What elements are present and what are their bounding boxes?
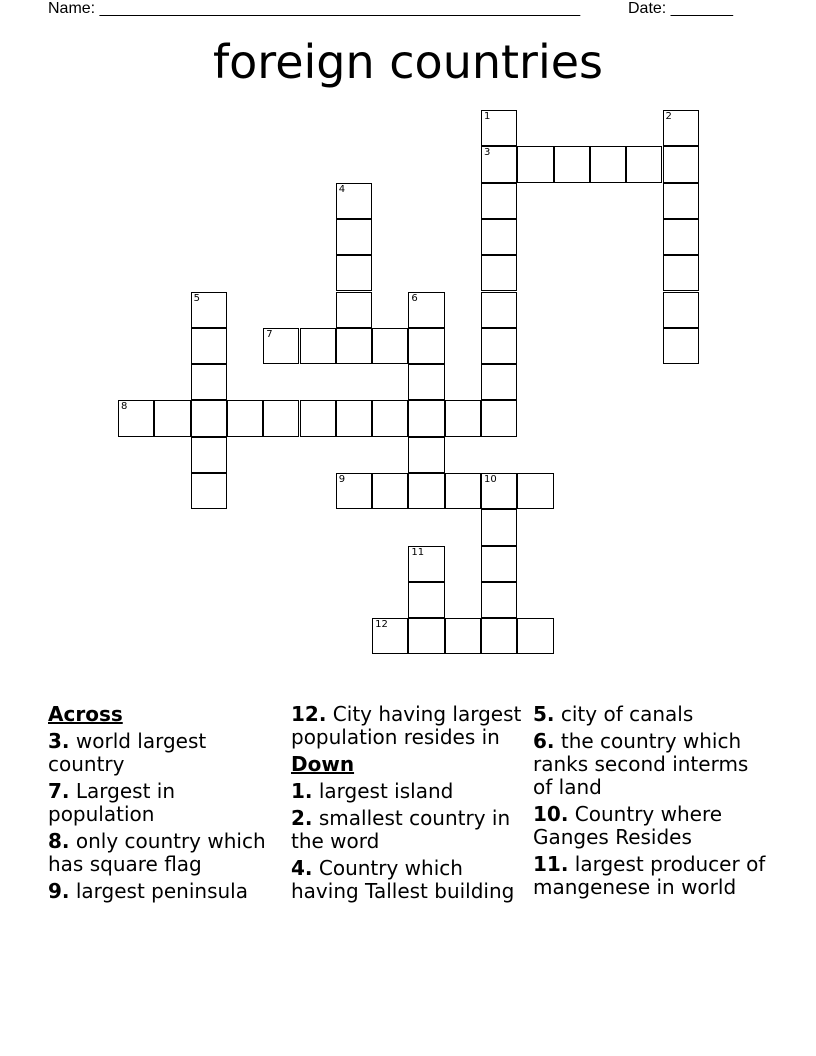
clues-column-2 — [291, 703, 526, 907]
clue-text: smallest country in the word — [291, 806, 511, 853]
crossword-cell[interactable] — [263, 400, 299, 436]
down-clue-5 — [533, 703, 773, 726]
page-title: foreign countries — [212, 35, 604, 89]
crossword-cell[interactable] — [191, 473, 227, 509]
crossword-cell[interactable] — [445, 618, 481, 654]
clue-number: 6. — [533, 729, 555, 753]
clue-number: 10. — [533, 802, 569, 826]
name-label: Name: ______________________________________________________ — [48, 0, 581, 17]
clue-number: 1. — [291, 779, 313, 803]
crossword-cell[interactable] — [408, 437, 444, 473]
crossword-cell[interactable] — [481, 364, 517, 400]
down-clue-4 — [291, 857, 526, 903]
crossword-cell[interactable] — [118, 400, 154, 436]
crossword-cell[interactable] — [372, 328, 408, 364]
clue-text: only country which has square flag — [48, 829, 266, 876]
crossword-cell[interactable] — [191, 437, 227, 473]
crossword-cell[interactable] — [445, 473, 481, 509]
crossword-cell[interactable] — [481, 219, 517, 255]
cell-number: 6 — [411, 292, 418, 304]
down-clue-10 — [533, 803, 773, 849]
crossword-cell[interactable] — [517, 618, 553, 654]
crossword-cell[interactable] — [372, 400, 408, 436]
crossword-cell[interactable] — [481, 546, 517, 582]
crossword-cell[interactable] — [300, 328, 336, 364]
crossword-cell[interactable] — [517, 146, 553, 182]
clue-number: 7. — [48, 779, 70, 803]
crossword-cell[interactable] — [408, 292, 444, 328]
clue-number: 12. — [291, 702, 327, 726]
across-heading: Across — [48, 702, 123, 726]
clue-text: largest island — [312, 779, 454, 803]
crossword-cell[interactable] — [481, 509, 517, 545]
clue-text: City having largest population resides in — [291, 702, 522, 749]
crossword-cell[interactable] — [300, 400, 336, 436]
crossword-cell[interactable] — [663, 219, 699, 255]
clue-text: Largest in population — [48, 779, 175, 826]
cell-number: 5 — [193, 292, 200, 304]
cell-number: 12 — [375, 619, 388, 631]
crossword-cell[interactable] — [191, 364, 227, 400]
crossword-cell[interactable] — [481, 400, 517, 436]
crossword-cell[interactable] — [336, 292, 372, 328]
crossword-cell[interactable] — [663, 328, 699, 364]
crossword-cell[interactable] — [481, 255, 517, 291]
crossword-cell[interactable] — [517, 473, 553, 509]
crossword-cell[interactable] — [408, 582, 444, 618]
crossword-cell[interactable] — [336, 183, 372, 219]
crossword-cell[interactable] — [408, 364, 444, 400]
crossword-cell[interactable] — [626, 146, 662, 182]
down-clue-2 — [291, 807, 526, 853]
crossword-cell[interactable] — [481, 582, 517, 618]
crossword-cell[interactable] — [372, 473, 408, 509]
crossword-cell[interactable] — [336, 473, 372, 509]
clue-number: 4. — [291, 856, 313, 880]
across-clue-9 — [48, 880, 283, 903]
crossword-cell[interactable] — [408, 328, 444, 364]
crossword-cell[interactable] — [154, 400, 190, 436]
clue-text: largest producer of mangenese in world — [533, 852, 766, 899]
crossword-cell[interactable] — [663, 110, 699, 146]
clue-text: Country which having Tallest building — [291, 856, 515, 903]
crossword-cell[interactable] — [408, 473, 444, 509]
across-clue-8 — [48, 830, 283, 876]
crossword-cell[interactable] — [408, 546, 444, 582]
crossword-cell[interactable] — [663, 292, 699, 328]
cell-number: 1 — [484, 111, 491, 122]
crossword-cell[interactable] — [481, 110, 517, 146]
crossword-cell[interactable] — [663, 146, 699, 182]
crossword-cell[interactable] — [481, 328, 517, 364]
cell-number: 11 — [411, 546, 425, 558]
down-clue-6 — [533, 730, 773, 799]
across-clue-12 — [291, 703, 526, 749]
crossword-cell[interactable] — [263, 328, 299, 364]
crossword-cell[interactable] — [554, 146, 590, 182]
clue-number: 2. — [291, 806, 313, 830]
crossword-cell[interactable] — [336, 400, 372, 436]
crossword-cell[interactable] — [191, 292, 227, 328]
across-clue-3 — [48, 730, 283, 776]
clue-text: world largest country — [48, 729, 207, 776]
down-heading: Down — [291, 752, 355, 776]
across-clue-7 — [48, 780, 283, 826]
clue-text: city of canals — [554, 702, 694, 726]
cell-number: 3 — [484, 147, 491, 159]
cell-number: 2 — [665, 111, 672, 122]
crossword-cell[interactable] — [408, 618, 444, 654]
clues-column-3 — [533, 703, 773, 903]
clues-column-1 — [48, 703, 283, 907]
cell-number: 10 — [484, 474, 497, 485]
clue-number: 11. — [533, 852, 569, 876]
clue-number: 9. — [48, 879, 70, 903]
clue-text: the country which ranks second interms of land — [533, 729, 749, 799]
cell-number: 9 — [338, 474, 346, 485]
crossword-cell[interactable] — [481, 292, 517, 328]
crossword-cell[interactable] — [372, 618, 408, 654]
down-clue-11 — [533, 853, 773, 899]
clue-text: Country where Ganges Resides — [533, 802, 723, 849]
crossword-cell[interactable] — [336, 255, 372, 291]
crossword-cell[interactable] — [481, 146, 517, 182]
crossword-cell[interactable] — [408, 400, 444, 436]
down-clue-1 — [291, 780, 526, 803]
crossword-cell[interactable] — [481, 183, 517, 219]
cell-number: 8 — [121, 401, 128, 413]
crossword-cell[interactable] — [481, 473, 517, 509]
crossword-cell[interactable] — [445, 400, 481, 436]
cell-number: 7 — [266, 328, 273, 340]
clue-number: 3. — [48, 729, 70, 753]
crossword-cell[interactable] — [481, 618, 517, 654]
clue-text: largest peninsula — [69, 879, 248, 903]
crossword-cell[interactable] — [191, 400, 227, 436]
clue-number: 8. — [48, 829, 70, 853]
crossword-cell[interactable] — [663, 255, 699, 291]
crossword-cell[interactable] — [227, 400, 263, 436]
crossword-cell[interactable] — [336, 219, 372, 255]
date-label: Date: _______ — [628, 0, 733, 17]
crossword-cell[interactable] — [191, 328, 227, 364]
cell-number: 4 — [338, 183, 346, 195]
clue-number: 5. — [533, 702, 555, 726]
crossword-cell[interactable] — [663, 183, 699, 219]
crossword-cell[interactable] — [336, 328, 372, 364]
crossword-cell[interactable] — [590, 146, 626, 182]
